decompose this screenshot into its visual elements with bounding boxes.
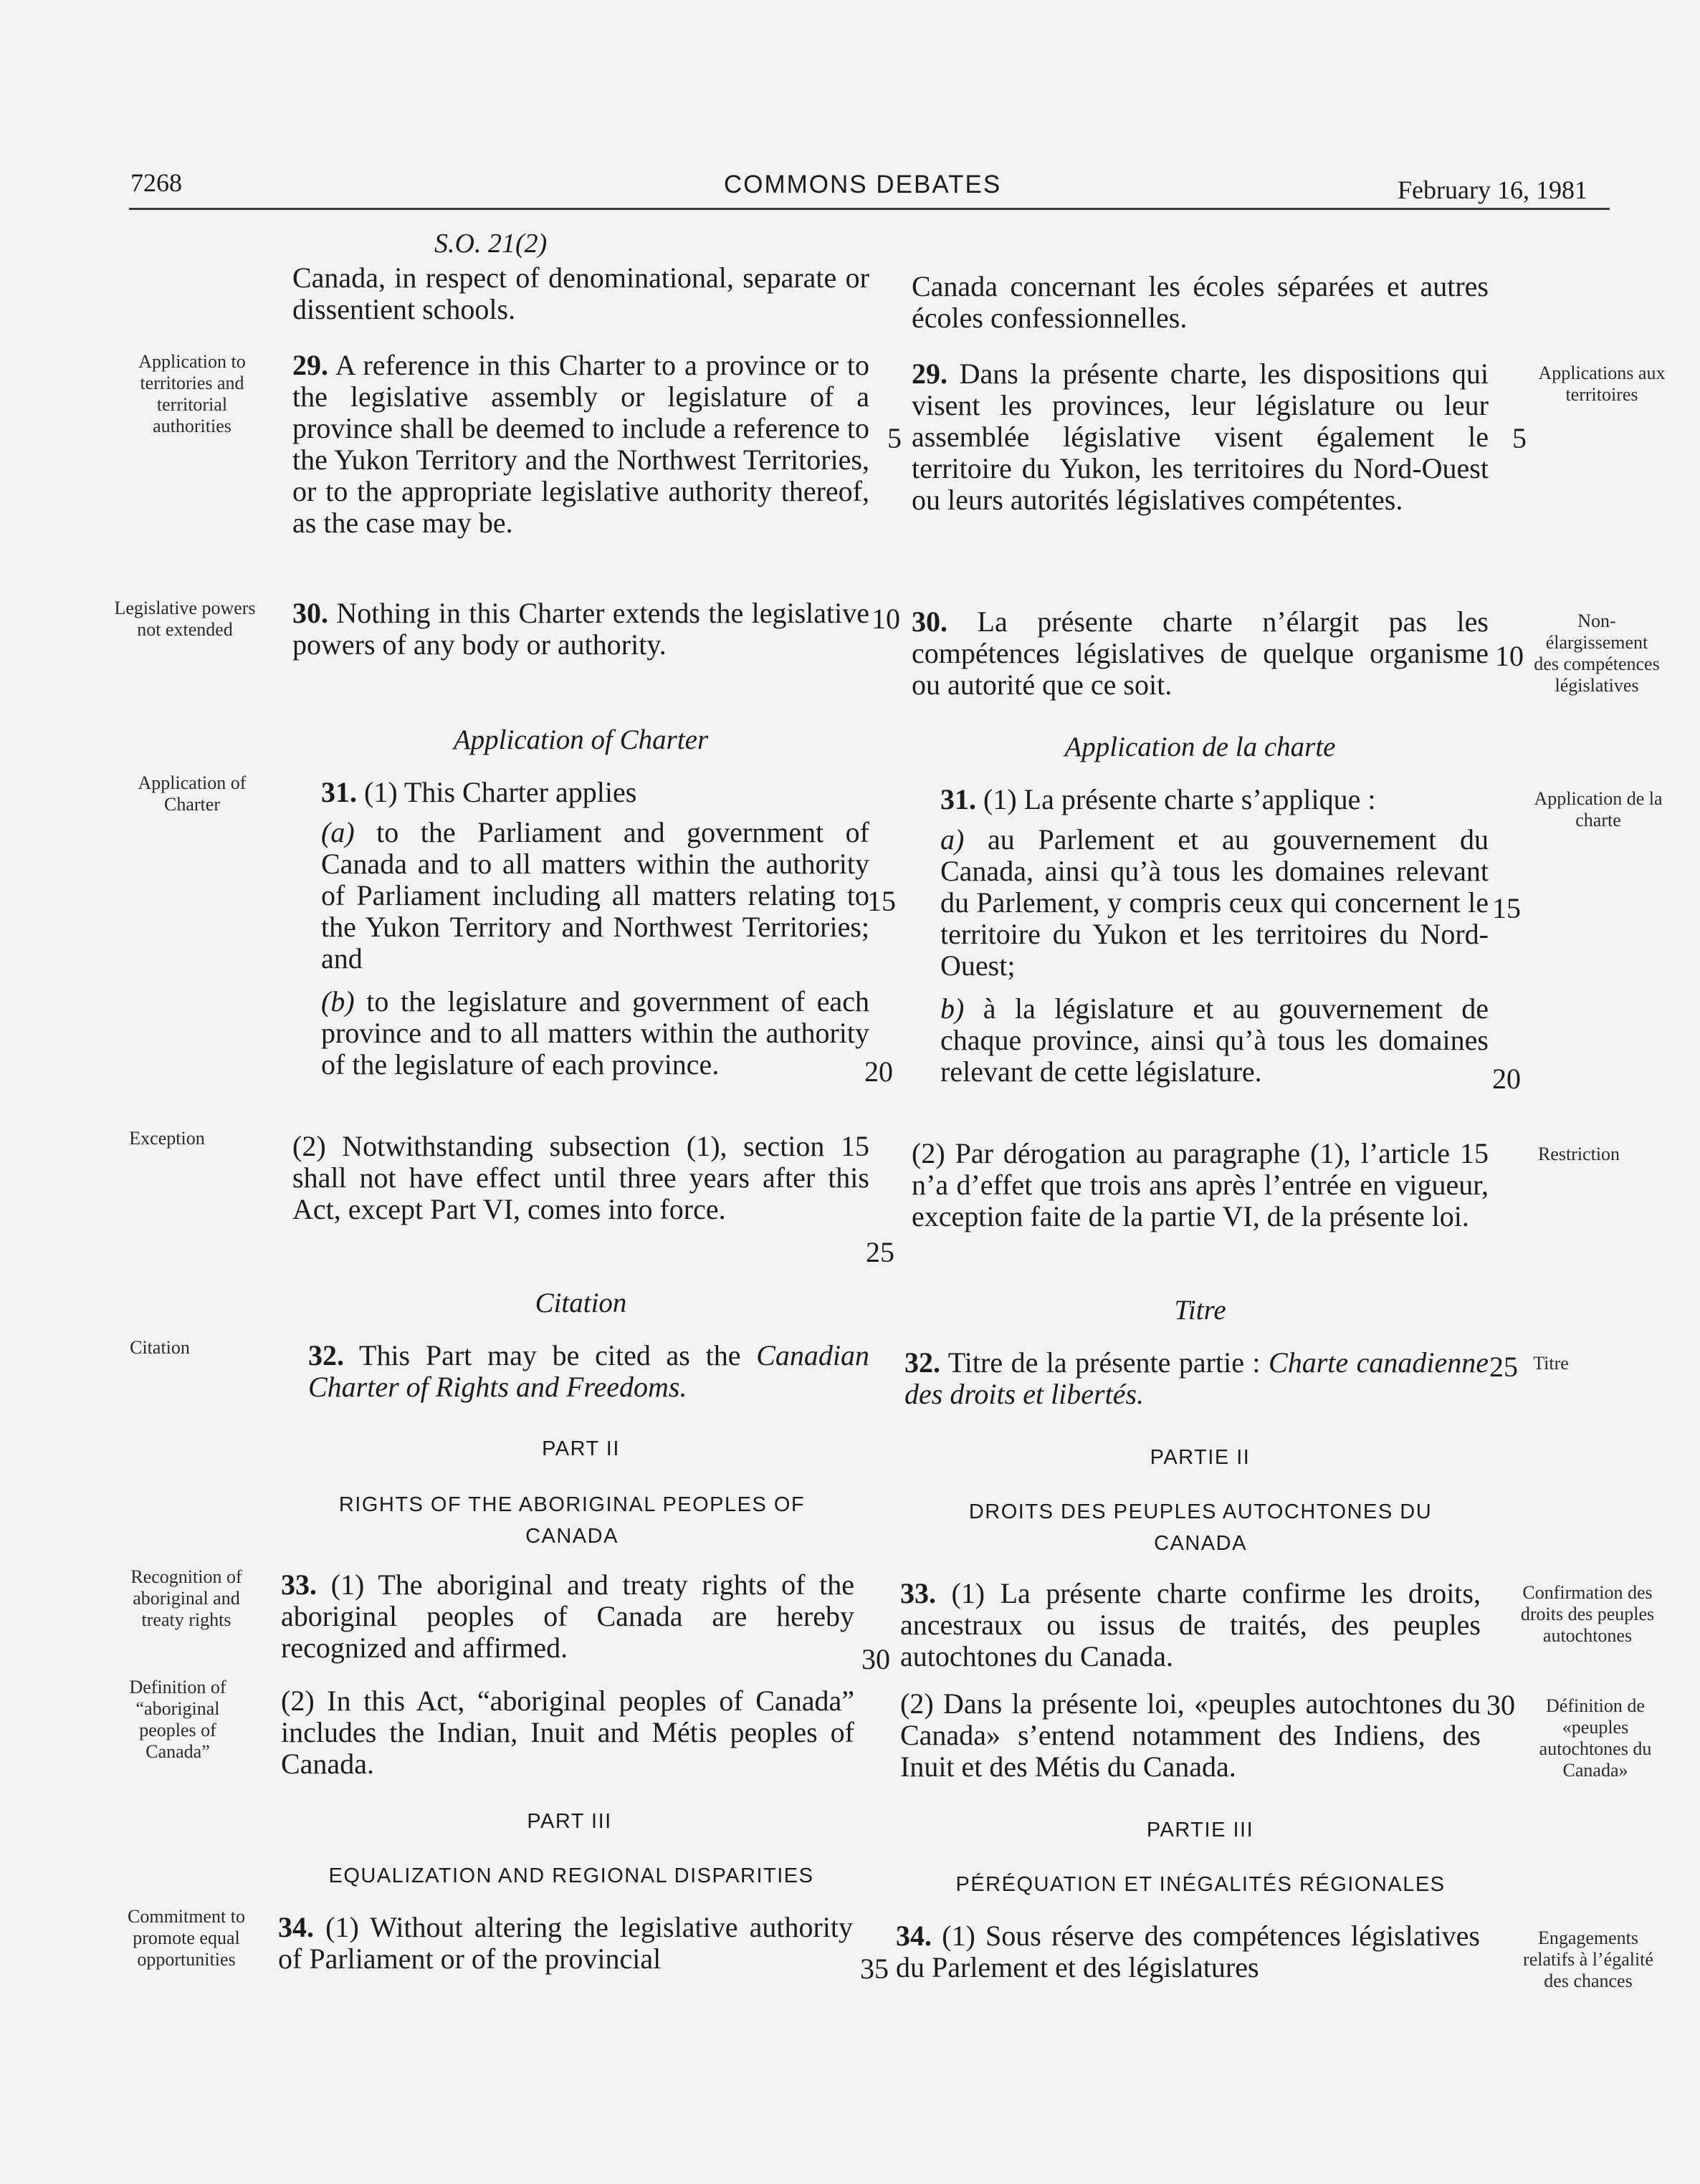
en-part-2-title: RIGHTS OF THE ABORIGINAL PEOPLES OF CANADA <box>338 1493 806 1548</box>
line-number-right-20: 20 <box>1492 1063 1521 1095</box>
fr-s31-para-b <box>940 993 1489 1088</box>
publication-title: COMMONS DEBATES <box>724 171 1002 198</box>
en-s32-text: This Part may be cited as the <box>344 1339 757 1371</box>
line-number-center-20: 20 <box>864 1055 893 1088</box>
margin-note-right-29: Applications aux territoires <box>1538 363 1666 405</box>
en-continued-paragraph: Canada, in respect of denominational, separate or dissentient schools. <box>292 262 869 325</box>
fr-s33-number: 33. <box>900 1577 936 1609</box>
line-number-center-15: 15 <box>867 885 896 917</box>
en-s31-a-text: to the Parliament and government of Canada and to all matters within the authority of Parliament including all matters relating to the Yukon Territory and Northwest Territories; and <box>321 816 869 974</box>
line-number-center-25: 25 <box>866 1236 894 1268</box>
en-s32-title: Canadian Charter of Rights and Freedoms. <box>308 1339 869 1403</box>
fr-section-29 <box>912 358 1489 516</box>
en-s31-text: (1) This Charter applies <box>357 776 637 808</box>
line-number-right-5: 5 <box>1512 422 1527 454</box>
en-heading-citation: Citation <box>535 1288 627 1318</box>
fr-s34-number: 34. <box>896 1920 932 1952</box>
en-s31-a-label: (a) <box>321 816 355 848</box>
en-s31-b-label: (b) <box>321 985 355 1017</box>
en-s30-number: 30. <box>292 597 328 629</box>
page-number: 7268 <box>130 168 182 197</box>
en-s29-text: A reference in this Charter to a province or to the legislative assembly or legislature of a province shall be deemed to include a reference to the Yukon Territory and the Northwest Territories, or to the appropriate legislative authority thereof, as the case may be. <box>292 349 869 539</box>
en-s32-number: 32. <box>308 1339 344 1371</box>
en-s31-para-b <box>321 986 869 1081</box>
en-s31-para-a <box>321 817 869 974</box>
margin-note-left-29: Application to territories and territorial authorities <box>138 351 246 436</box>
fr-part-3-title: PÉRÉQUATION ET INÉGALITÉS RÉGIONALES <box>955 1873 1446 1896</box>
margin-note-right-31: Application de la charte <box>1534 788 1663 830</box>
fr-section-32 <box>904 1347 1489 1410</box>
fr-part-3: PARTIE III <box>1146 1819 1254 1841</box>
fr-section-33 <box>900 1578 1481 1672</box>
margin-note-right-31-2: Restriction <box>1537 1144 1620 1164</box>
fr-s29-number: 29. <box>912 358 947 390</box>
fr-s34-text: (1) Sous réserve des compétences législatives du Parlement et des législatures <box>896 1920 1480 1983</box>
fr-section-33-2: (2) Dans la présente loi, «peuples autochtones du Canada» s’entend notamment des Indiens, des Inuit et des Métis du Canada. <box>900 1687 1481 1783</box>
en-section-30 <box>292 598 869 661</box>
en-heading-application: Application of Charter <box>453 724 709 755</box>
en-s29-number: 29. <box>292 349 328 381</box>
fr-part-2-title: DROITS DES PEUPLES AUTOCHTONES DU CANADA <box>968 1500 1433 1555</box>
publication-date: February 16, 1981 <box>1398 176 1587 204</box>
en-section-31-2: (2) Notwithstanding subsection (1), section 15 shall not have effect until three years after this Act, except Part VI, comes into force. <box>292 1130 869 1225</box>
line-number-right-25: 25 <box>1489 1351 1518 1383</box>
line-number-center-30: 30 <box>861 1643 890 1675</box>
line-number-center-5: 5 <box>887 422 902 454</box>
margin-note-left-30: Legislative powers not extended <box>114 598 256 640</box>
en-section-33 <box>281 1569 854 1664</box>
en-section-34 <box>278 1912 853 1975</box>
header-rule <box>129 208 1610 210</box>
line-number-right-10: 10 <box>1495 640 1524 672</box>
fr-s32-title: Charte canadienne des droits et libertés. <box>904 1346 1489 1410</box>
en-s31-b-text: to the legislature and government of each province and to all matters within the authority of the legislature of each province. <box>321 985 869 1081</box>
en-section-33-2: (2) In this Act, “aboriginal peoples of Canada” includes the Indian, Inuit and Métis peoples of Canada. <box>281 1685 854 1780</box>
en-part-3: PART III <box>527 1810 612 1833</box>
margin-note-left-33: Recognition of aboriginal and treaty rights <box>130 1566 242 1630</box>
fr-section-31 <box>940 784 1489 815</box>
fr-section-31-2: (2) Par dérogation au paragraphe (1), l’article 15 n’a d’effet que trois ans après l’entrée en vigueur, exception faite de la partie VI, de la présente loi. <box>912 1137 1489 1232</box>
margin-note-left-34: Commitment to promote equal opportunities <box>128 1906 245 1970</box>
fr-s30-number: 30. <box>912 605 947 638</box>
fr-s30-text: La présente charte n’élargit pas les compétences législatives de quelque organisme ou autorité que ce soit. <box>912 605 1489 701</box>
standing-order: S.O. 21(2) <box>434 229 548 259</box>
margin-note-left-33-2: Definition of “aboriginal peoples of Canada” <box>129 1677 226 1762</box>
line-number-center-35: 35 <box>860 1953 889 1985</box>
fr-s32-number: 32. <box>904 1346 940 1379</box>
margin-note-right-33: Confirmation des droits des peuples autochtones <box>1520 1582 1655 1646</box>
fr-s32-text: Titre de la présente partie : <box>940 1346 1269 1379</box>
fr-s31-text: (1) La présente charte s’applique : <box>976 783 1376 815</box>
fr-s33-text: (1) La présente charte confirme les droits, ancestraux ou issus de traités, des peuples autochtones du Canada. <box>900 1577 1481 1672</box>
margin-note-right-32: Titre <box>1533 1353 1569 1374</box>
margin-note-left-31: Application of Charter <box>138 772 247 815</box>
margin-note-left-32: Citation <box>130 1337 190 1358</box>
en-s34-number: 34. <box>278 1911 314 1943</box>
fr-heading-application: Application de la charte <box>1064 732 1336 762</box>
fr-s31-a-text: au Parlement et au gouvernement du Canada, ainsi qu’à tous les domaines relevant du Parlement, y compris ceux qui concernent le territoire du Yukon et les territoires du Nord-Ouest; <box>940 823 1489 982</box>
en-section-32 <box>308 1340 869 1403</box>
fr-s29-text: Dans la présente charte, les dispositions qui visent les provinces, leur législature ou leur assemblée législative visent également le territoire du Yukon, les territoires du Nord-Ouest ou leurs autorités législatives compétentes. <box>912 358 1489 516</box>
en-part-3-title: EQUALIZATION AND REGIONAL DISPARITIES <box>328 1864 814 1887</box>
fr-s31-b-label: b) <box>940 992 965 1025</box>
en-section-29 <box>292 350 869 539</box>
fr-section-34 <box>896 1920 1480 1983</box>
fr-s31-b-text: à la législature et au gouvernement de chaque province, ainsi qu’à tous les domaines relevant de cette législature. <box>940 992 1489 1088</box>
margin-note-right-33-2: Définition de «peuples autochtones du Canada» <box>1539 1695 1652 1781</box>
en-s31-number: 31. <box>321 776 357 808</box>
fr-s31-para-a <box>940 824 1489 982</box>
en-part-2: PART II <box>542 1437 620 1460</box>
margin-note-right-34: Engagements relatifs à l’égalité des chances <box>1523 1927 1653 1991</box>
en-s33-text: (1) The aboriginal and treaty rights of the aboriginal peoples of Canada are hereby recognized and affirmed. <box>281 1568 854 1664</box>
line-number-right-30: 30 <box>1486 1689 1515 1721</box>
en-s34-text: (1) Without altering the legislative authority of Parliament or of the provincial <box>278 1911 853 1975</box>
fr-section-30 <box>912 606 1489 701</box>
line-number-center-10: 10 <box>872 603 900 635</box>
fr-s31-a-label: a) <box>940 823 965 856</box>
fr-part-2: PARTIE II <box>1150 1446 1251 1469</box>
line-number-right-15: 15 <box>1492 892 1521 924</box>
margin-note-left-31-2: Exception <box>129 1128 205 1149</box>
margin-note-right-30: Non-élargissement des compétences législatives <box>1534 610 1660 696</box>
en-section-31 <box>321 777 869 808</box>
fr-continued-paragraph: Canada concernant les écoles séparées et autres écoles confessionnelles. <box>912 270 1489 334</box>
en-s30-text: Nothing in this Charter extends the legislative powers of any body or authority. <box>292 597 869 661</box>
fr-s31-number: 31. <box>940 783 976 815</box>
en-s33-number: 33. <box>281 1568 317 1601</box>
fr-heading-citation: Titre <box>1174 1295 1226 1326</box>
